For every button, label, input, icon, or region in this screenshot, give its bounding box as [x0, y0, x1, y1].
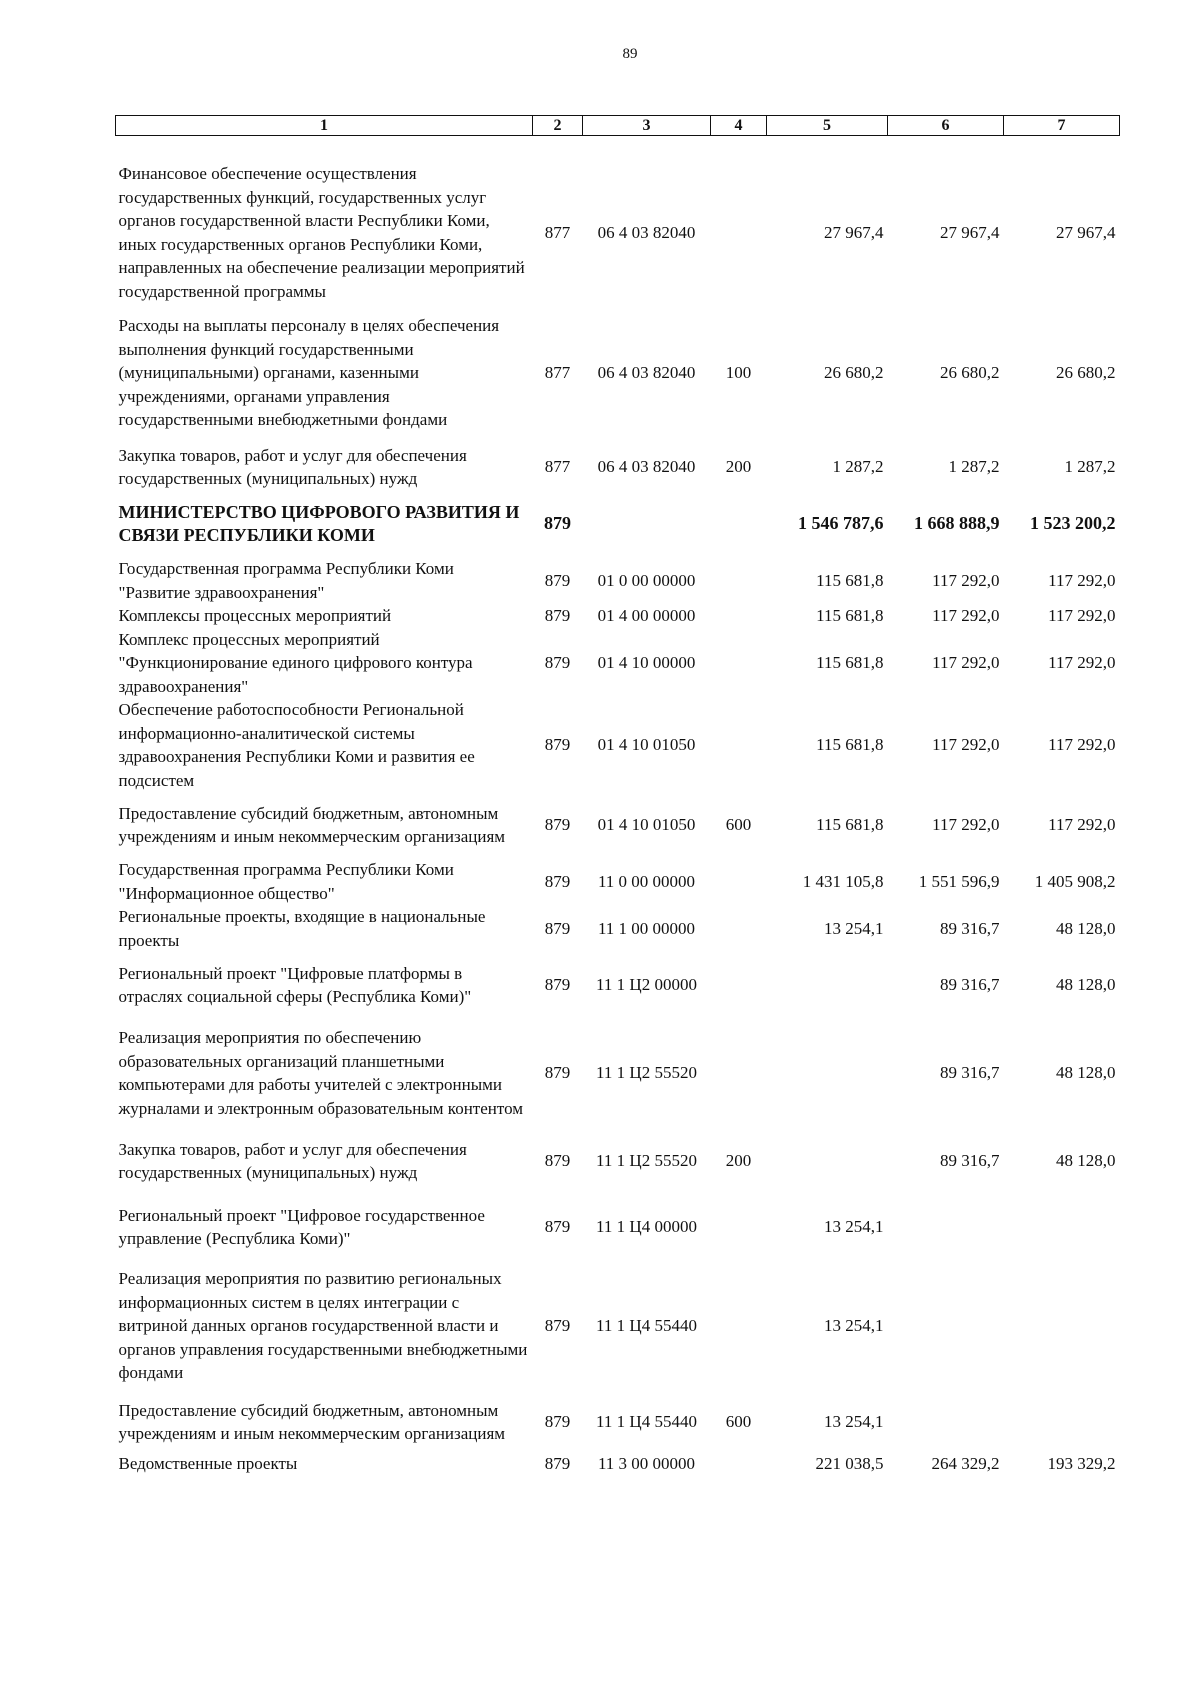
- row-value-col6: 27 967,4: [940, 222, 1000, 242]
- row-value-col5: 221 038,5: [815, 1454, 884, 1473]
- table-row: [116, 952, 1120, 1018]
- row-code: 879: [544, 975, 571, 995]
- row-csr: 06 4 03 82040: [597, 363, 696, 383]
- row-csr: 06 4 03 82040: [597, 222, 696, 242]
- row-value-col6: 117 292,0: [932, 570, 1000, 590]
- row-vr: [711, 628, 767, 699]
- table-row: [116, 303, 1120, 443]
- row-value-col5: [767, 1018, 888, 1128]
- row-name: Региональные проекты, входящие в национальные проекты: [118, 907, 486, 950]
- row-vr: 200: [725, 1151, 752, 1171]
- row-value-col5: [767, 952, 888, 1018]
- row-code: 877: [544, 222, 571, 242]
- row-value-col6: [888, 1194, 1004, 1260]
- row-value-col6: 1 668 888,9: [914, 513, 1000, 534]
- row-value-col6: 26 680,2: [940, 363, 1000, 383]
- row-csr: 01 4 10 01050: [597, 735, 696, 755]
- row-csr: 11 3 00 00000: [597, 1454, 696, 1473]
- row-name: Комплексы процессных мероприятий: [118, 606, 392, 625]
- row-name: Реализация мероприятия по обеспечению образовательных организаций планшетными компьютерами для работы учителей с электронными журналами и электронным образовательным контентом: [118, 1028, 523, 1118]
- row-code: 879: [544, 1412, 571, 1432]
- row-name: Ведомственные проекты: [118, 1454, 298, 1473]
- row-value-col7: 26 680,2: [1056, 363, 1116, 383]
- header-row: [116, 116, 1120, 136]
- table-row: [116, 604, 1120, 628]
- row-vr: [711, 952, 767, 1018]
- row-vr: [711, 557, 767, 604]
- row-vr: [711, 698, 767, 792]
- row-value-col5: 13 254,1: [824, 1316, 884, 1336]
- row-vr: [711, 1260, 767, 1392]
- row-csr: 11 0 00 00000: [597, 871, 696, 891]
- row-value-col5: 13 254,1: [824, 918, 884, 938]
- row-value-col7: 48 128,0: [1056, 918, 1116, 938]
- row-csr: 01 4 10 00000: [597, 653, 696, 672]
- row-name: Обеспечение работоспособности Региональной информационно-аналитической системы здравоохранения Республики Коми и развития ее подсистем: [118, 700, 475, 790]
- table-row: [116, 1194, 1120, 1260]
- row-code: 879: [544, 871, 571, 891]
- row-vr: [711, 136, 767, 304]
- row-code: 879: [544, 1151, 571, 1171]
- row-code: 879: [544, 570, 571, 590]
- row-name: Финансовое обеспечение осуществления государственных функций, государственных услуг органов государственной власти Республики Коми, иных государственных органов Республики Коми, направленных на обеспечение реализации мероприятий государственной программы: [118, 164, 525, 301]
- row-code: 879: [544, 1063, 571, 1083]
- row-code: 879: [544, 1454, 571, 1473]
- row-code: 879: [544, 1316, 571, 1336]
- row-value-col6: 264 329,2: [931, 1454, 1000, 1473]
- row-name: Комплекс процессных мероприятий "Функционирование единого цифрового контура здравоохранения": [118, 629, 473, 696]
- row-value-col7: [1004, 1392, 1120, 1452]
- row-code: 879: [544, 606, 571, 625]
- table-row: [116, 491, 1120, 557]
- table-row: [116, 1452, 1120, 1476]
- row-vr: 200: [725, 457, 752, 477]
- row-csr: 06 4 03 82040: [597, 457, 696, 477]
- row-value-col5: 115 681,8: [816, 570, 884, 590]
- row-csr: 01 0 00 00000: [597, 570, 696, 590]
- row-name: Расходы на выплаты персоналу в целях обеспечения выполнения функций государственными (муниципальными) органами, казенными учреждениями, органами управления государственными внебюджетными фондами: [118, 316, 500, 430]
- row-value-col6: 89 316,7: [940, 1063, 1000, 1083]
- row-value-col6: 1 551 596,9: [918, 871, 1000, 891]
- row-name: Предоставление субсидий бюджетным, автономным учреждениям и иным некоммерческим организациям: [118, 803, 506, 846]
- row-value-col7: 27 967,4: [1056, 222, 1116, 242]
- page-number: 89: [622, 46, 638, 62]
- row-value-col6: [888, 1392, 1004, 1452]
- row-vr: [711, 1194, 767, 1260]
- row-csr: 11 1 Ц4 55440: [596, 1412, 697, 1432]
- row-vr: [711, 1018, 767, 1128]
- row-name: Закупка товаров, работ и услуг для обеспечения государственных (муниципальных) нужд: [118, 1139, 467, 1182]
- row-code: 877: [544, 363, 571, 383]
- row-csr: 11 1 00 00000: [597, 918, 696, 938]
- table-row: [116, 1392, 1120, 1452]
- row-value-col7: 1 287,2: [1064, 457, 1116, 477]
- row-name: Закупка товаров, работ и услуг для обеспечения государственных (муниципальных) нужд: [118, 445, 467, 488]
- table-row: [116, 698, 1120, 792]
- row-csr: 11 1 Ц2 55520: [596, 1063, 697, 1083]
- row-value-col5: 13 254,1: [824, 1412, 884, 1432]
- header-col-3: 3: [583, 116, 711, 136]
- row-code: 877: [544, 457, 571, 477]
- row-code: 879: [544, 653, 571, 672]
- row-value-col6: 117 292,0: [932, 653, 1000, 672]
- row-value-col7: 48 128,0: [1056, 1151, 1116, 1171]
- row-code: 879: [544, 513, 571, 534]
- row-value-col7: [1004, 1260, 1120, 1392]
- table-row: [116, 557, 1120, 604]
- row-name: Государственная программа Республики Коми "Информационное общество": [118, 860, 454, 903]
- row-vr: [711, 858, 767, 905]
- row-value-col7: 117 292,0: [1048, 735, 1116, 755]
- table-row: [116, 443, 1120, 491]
- row-value-col6: 117 292,0: [932, 606, 1000, 625]
- row-value-col5: 27 967,4: [824, 222, 884, 242]
- row-value-col6: 117 292,0: [932, 815, 1000, 835]
- row-name: Региональный проект "Цифровые платформы в отраслях социальной сферы (Республика Коми)": [118, 963, 472, 1006]
- row-value-col7: 48 128,0: [1056, 975, 1116, 995]
- budget-table: [115, 115, 1120, 1476]
- header-col-4: 4: [711, 116, 767, 136]
- row-value-col7: 117 292,0: [1048, 606, 1116, 625]
- table-row: [116, 792, 1120, 858]
- row-name: МИНИСТЕРСТВО ЦИФРОВОГО РАЗВИТИЯ И СВЯЗИ РЕСПУБЛИКИ КОМИ: [118, 501, 520, 545]
- row-name: Региональный проект "Цифровое государственное управление (Республика Коми)": [118, 1205, 485, 1248]
- table-row: [116, 858, 1120, 905]
- row-value-col7: [1004, 1194, 1120, 1260]
- row-value-col7: 117 292,0: [1048, 570, 1116, 590]
- header-col-2: 2: [533, 116, 583, 136]
- row-value-col5: 1 546 787,6: [798, 513, 884, 534]
- row-vr: 600: [725, 1412, 752, 1432]
- row-value-col6: 89 316,7: [940, 918, 1000, 938]
- row-value-col5: 115 681,8: [816, 735, 884, 755]
- row-name: Государственная программа Республики Коми "Развитие здравоохранения": [118, 559, 454, 602]
- header-col-7: 7: [1004, 116, 1120, 136]
- row-csr: 11 1 Ц2 55520: [596, 1151, 697, 1171]
- row-vr: [711, 604, 767, 628]
- row-value-col5: 13 254,1: [824, 1217, 884, 1237]
- table-row: [116, 1260, 1120, 1392]
- row-value-col7: 193 329,2: [1047, 1454, 1116, 1473]
- row-value-col6: [888, 1260, 1004, 1392]
- table-row: [116, 905, 1120, 952]
- row-value-col5: 1 431 105,8: [802, 871, 884, 891]
- row-csr: 01 4 10 01050: [597, 815, 696, 835]
- row-value-col7: 117 292,0: [1048, 653, 1116, 672]
- row-value-col7: 1 523 200,2: [1030, 513, 1116, 534]
- row-vr: [711, 905, 767, 952]
- header-col-5: 5: [767, 116, 888, 136]
- row-vr: 600: [725, 815, 752, 835]
- row-value-col7: 48 128,0: [1056, 1063, 1116, 1083]
- table-header: [116, 116, 1120, 136]
- row-name: Предоставление субсидий бюджетным, автономным учреждениям и иным некоммерческим организациям: [118, 1400, 506, 1443]
- row-csr: 11 1 Ц2 00000: [596, 975, 697, 995]
- row-code: 879: [544, 1217, 571, 1237]
- row-value-col6: 117 292,0: [932, 735, 1000, 755]
- row-value-col5: 26 680,2: [824, 363, 884, 383]
- header-col-1: 1: [116, 116, 533, 136]
- row-csr: [583, 491, 711, 557]
- row-csr: 01 4 00 00000: [597, 606, 696, 625]
- row-csr: 11 1 Ц4 55440: [596, 1316, 697, 1336]
- row-name: Реализация мероприятия по развитию региональных информационных систем в целях интеграции с витриной данных органов государственной власти и органов управления государственными внебюджетными фондами: [118, 1269, 528, 1383]
- row-vr: 100: [725, 363, 752, 383]
- row-value-col6: 89 316,7: [940, 1151, 1000, 1171]
- row-value-col5: 115 681,8: [816, 653, 884, 672]
- row-value-col7: 117 292,0: [1048, 815, 1116, 835]
- table-body: [116, 136, 1120, 1476]
- row-code: 879: [544, 815, 571, 835]
- row-value-col6: 1 287,2: [948, 457, 1000, 477]
- row-code: 879: [544, 918, 571, 938]
- table-row: [116, 628, 1120, 699]
- row-code: 879: [544, 735, 571, 755]
- table-row: [116, 1128, 1120, 1194]
- table-row: [116, 136, 1120, 304]
- row-value-col5: 115 681,8: [816, 606, 884, 625]
- row-vr: [711, 491, 767, 557]
- header-col-6: 6: [888, 116, 1004, 136]
- row-value-col6: 89 316,7: [940, 975, 1000, 995]
- row-value-col5: [767, 1128, 888, 1194]
- row-value-col5: 115 681,8: [816, 815, 884, 835]
- row-csr: 11 1 Ц4 00000: [596, 1217, 697, 1237]
- row-vr: [711, 1452, 767, 1476]
- row-value-col7: 1 405 908,2: [1034, 871, 1116, 891]
- row-value-col5: 1 287,2: [832, 457, 884, 477]
- table-row: [116, 1018, 1120, 1128]
